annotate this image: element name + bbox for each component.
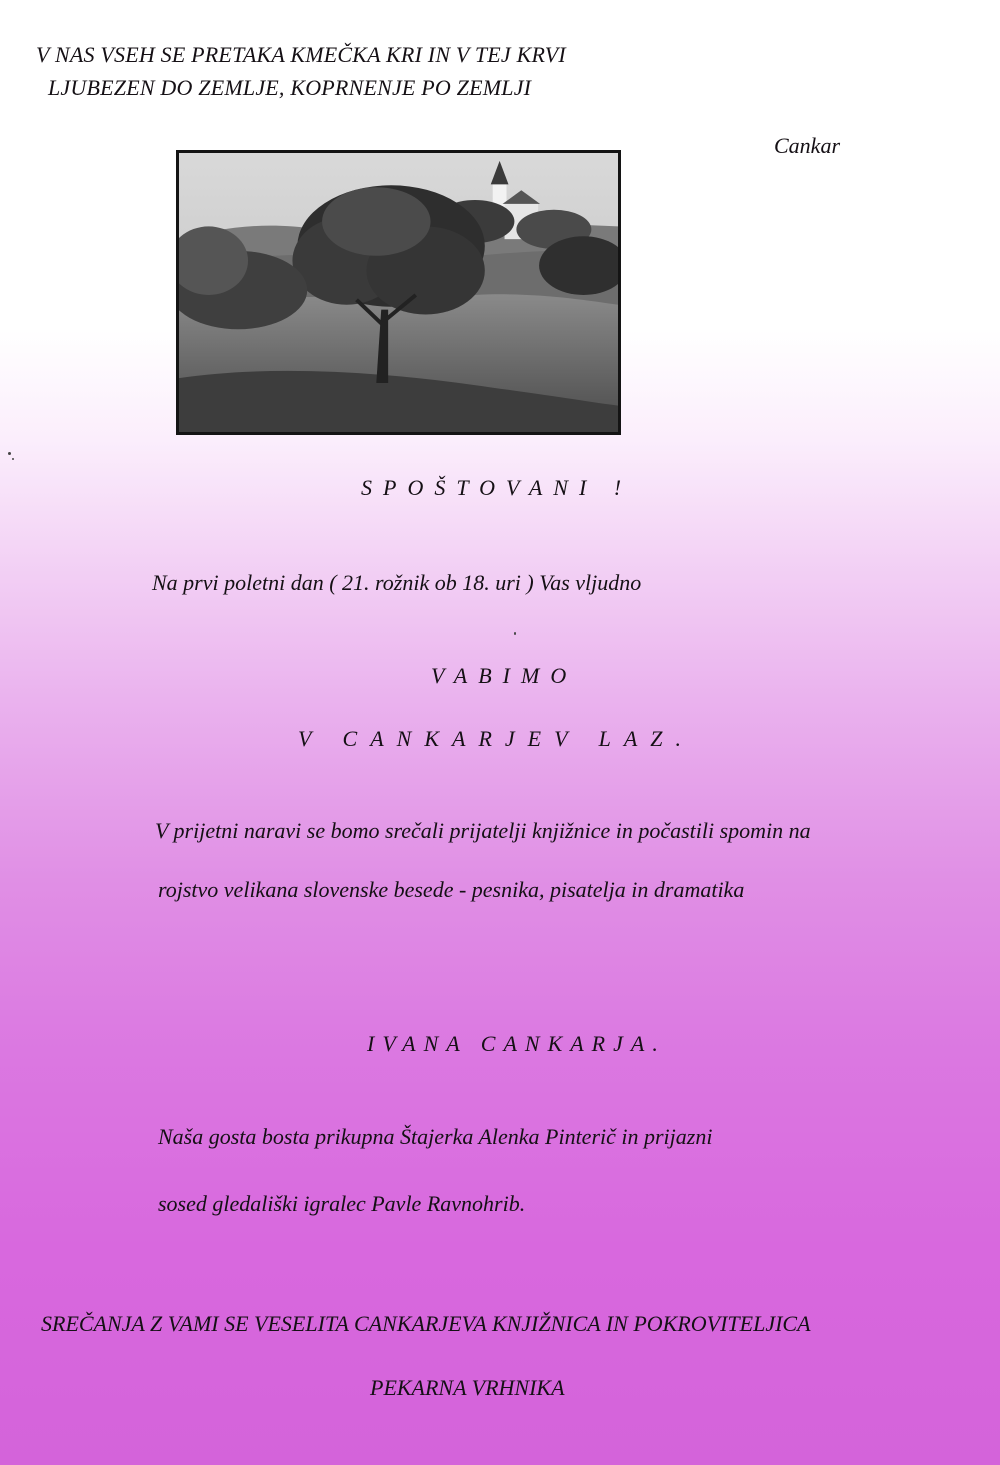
scan-speck [8,452,11,455]
paragraph-line-1: V prijetni naravi se bomo srečali prijatelji knjižnice in počastili spomin na [155,818,811,843]
paragraph-line-2: rojstvo velikana slovenske besede - pesnika, pisatelja in dramatika [158,877,745,902]
location-heading: V CANKARJEV LAZ. [298,726,695,751]
invitation-heading: VABIMO [431,663,578,688]
quote-line-1: V NAS VSEH SE PRETAKA KMEČKA KRI IN V TEJ KRVI [36,42,566,67]
greeting-heading: SPOŠTOVANI ! [361,475,633,500]
closing-line-1: SREČANJA Z VAMI SE VESELITA CANKARJEVA KNJIŽNICA IN POKROVITELJICA [41,1311,811,1336]
scan-speck [12,458,14,460]
intro-text: Na prvi poletni dan ( 21. rožnik ob 18. uri ) Vas vljudno [152,570,642,595]
guests-line-2: sosed gledališki igralec Pavle Ravnohrib. [158,1191,526,1216]
closing-line-2: PEKARNA VRHNIKA [370,1375,565,1400]
honoree-name: IVANA CANKARJA. [367,1031,666,1056]
landscape-photo [176,150,621,435]
quote-author: Cankar [774,133,840,158]
scan-speck [514,632,516,635]
landscape-photo-image [179,153,618,432]
quote-line-2: LJUBEZEN DO ZEMLJE, KOPRNENJE PO ZEMLJI [48,75,532,100]
guests-line-1: Naša gosta bosta prikupna Štajerka Alenka Pinterič in prijazni [158,1124,713,1149]
